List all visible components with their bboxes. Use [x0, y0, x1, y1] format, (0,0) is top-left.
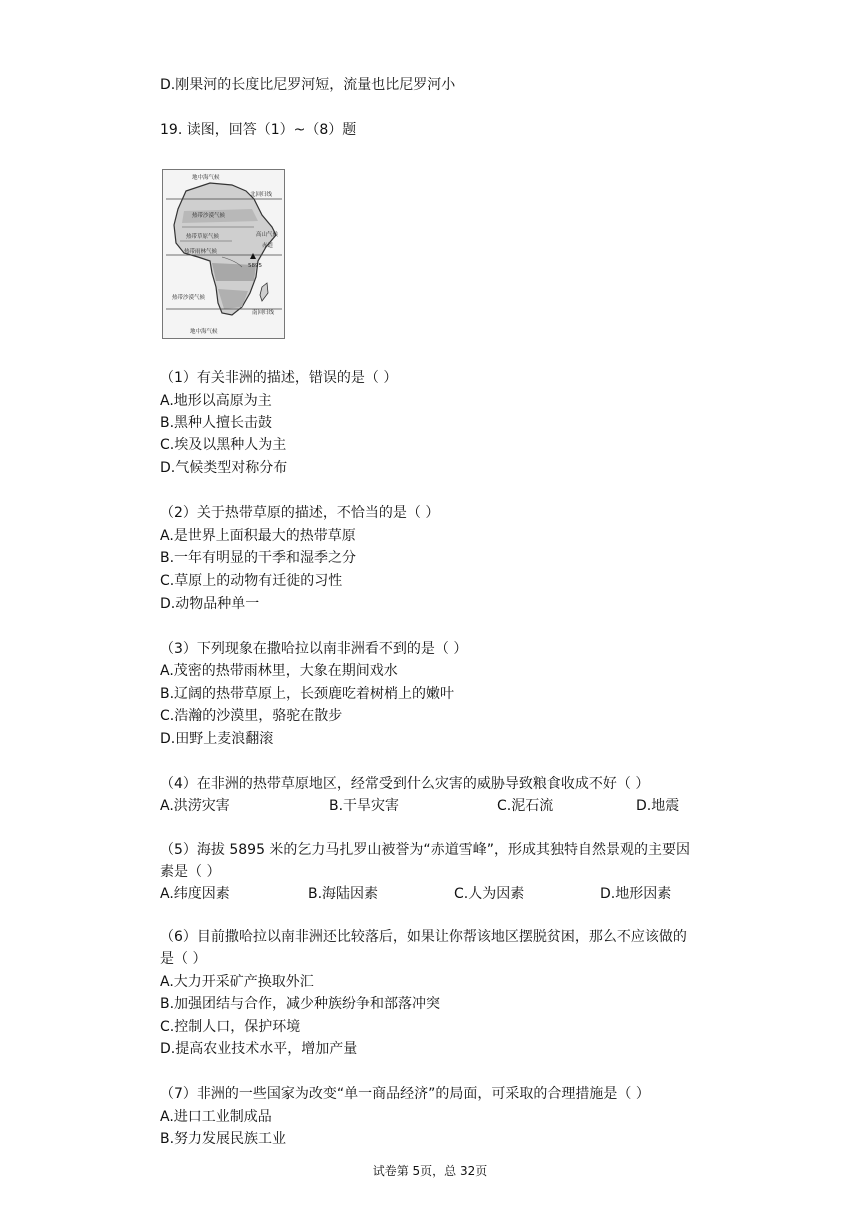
question-2-option-c: C.草原上的动物有迁徙的习性 — [160, 573, 343, 589]
question-5-stem-line1: （5）海拔 5895 米的乞力马扎罗山被誉为“赤道雪峰”，形成其独特自然景观的主要因 — [160, 842, 690, 858]
question-3-option-a: A.茂密的热带雨林里，大象在期间戏水 — [160, 663, 398, 679]
map-label-tropical-desert: 热带沙漠气候 — [192, 213, 226, 219]
question-2-option-b: B.一年有明显的干季和湿季之分 — [160, 550, 357, 566]
question-4-option-c: C.泥石流 — [497, 798, 554, 814]
map-label-tropic-north: 北回归线 — [250, 192, 273, 198]
question-5-option-d: D.地形因素 — [600, 886, 672, 902]
question-6-option-a: A.大力开采矿产换取外汇 — [160, 974, 314, 990]
question-6-stem-line2: 是（ ） — [160, 951, 207, 967]
question-19-header: 19. 读图，回答（1）~（8）题 — [160, 122, 357, 138]
question-7-option-b: B.努力发展民族工业 — [160, 1131, 287, 1147]
question-4-stem: （4）在非洲的热带草原地区，经常受到什么灾害的威胁导致粮食收成不好（ ） — [160, 776, 650, 792]
africa-climate-map — [162, 169, 286, 339]
map-label-tropic-south: 南回归线 — [252, 310, 275, 316]
question-6-stem-line1: （6）目前撒哈拉以南非洲还比较落后，如果让你帮该地区摆脱贫困，那么不应该做的 — [160, 929, 687, 945]
map-label-mediterranean-top: 地中海气候 — [192, 175, 220, 181]
map-label-highland: 高山气候 — [256, 232, 279, 238]
map-label-tropical-rainforest: 热带雨林气候 — [184, 249, 218, 255]
question-4-option-a: A.洪涝灾害 — [160, 798, 230, 814]
africa-map-svg — [162, 169, 286, 339]
question-5-stem-line2: 素是（ ） — [160, 864, 221, 880]
question-2-option-d: D.动物品种单一 — [160, 596, 260, 612]
page-footer: 试卷第 5页，总 32页 — [372, 1164, 488, 1178]
question-2-stem: （2）关于热带草原的描述，不恰当的是（ ） — [160, 505, 440, 521]
question-1-option-d: D.气候类型对称分布 — [160, 460, 288, 476]
question-6-option-b: B.加强团结与合作，减少种族纷争和部落冲突 — [160, 996, 441, 1012]
map-label-tropical-savanna: 热带草原气候 — [186, 234, 220, 240]
question-2-option-a: A.是世界上面积最大的热带草原 — [160, 528, 356, 544]
question-5-option-a: A.纬度因素 — [160, 886, 230, 902]
question-3-stem: （3）下列现象在撒哈拉以南非洲看不到的是（ ） — [160, 641, 468, 657]
question-6-option-d: D.提高农业技术水平，增加产量 — [160, 1041, 358, 1057]
question-1-option-c: C.埃及以黑种人为主 — [160, 437, 287, 453]
question-7-stem: （7）非洲的一些国家为改变“单一商品经济”的局面，可采取的合理措施是（ ） — [160, 1086, 650, 1102]
question-7-option-a: A.进口工业制成品 — [160, 1109, 272, 1125]
question-3-option-c: C.浩瀚的沙漠里，骆驼在散步 — [160, 708, 343, 724]
map-label-equator: 赤道 — [262, 243, 274, 249]
question-5-option-c: C.人为因素 — [454, 886, 525, 902]
question-5-option-b: B.海陆因素 — [308, 886, 379, 902]
question-3-option-b: B.辽阔的热带草原上，长颈鹿吃着树梢上的嫩叶 — [160, 686, 455, 702]
question-1-stem: （1）有关非洲的描述，错误的是（ ） — [160, 370, 398, 386]
question-4-option-d: D.地震 — [636, 798, 680, 814]
question-3-option-d: D.田野上麦浪翻滚 — [160, 731, 274, 747]
map-label-mediterranean-bottom: 地中海气候 — [190, 329, 218, 335]
map-label-tropical-desert-south: 热带沙漠气候 — [172, 295, 206, 301]
question-1-option-b: B.黑种人擅长击鼓 — [160, 415, 273, 431]
question-1-option-a: A.地形以高原为主 — [160, 393, 272, 409]
map-label-peak: 5895 — [248, 263, 262, 269]
question-4-option-b: B.干旱灾害 — [329, 798, 400, 814]
question-6-option-c: C.控制人口，保护环境 — [160, 1019, 301, 1035]
prev-question-option-d: D.刚果河的长度比尼罗河短，流量也比尼罗河小 — [160, 77, 456, 93]
